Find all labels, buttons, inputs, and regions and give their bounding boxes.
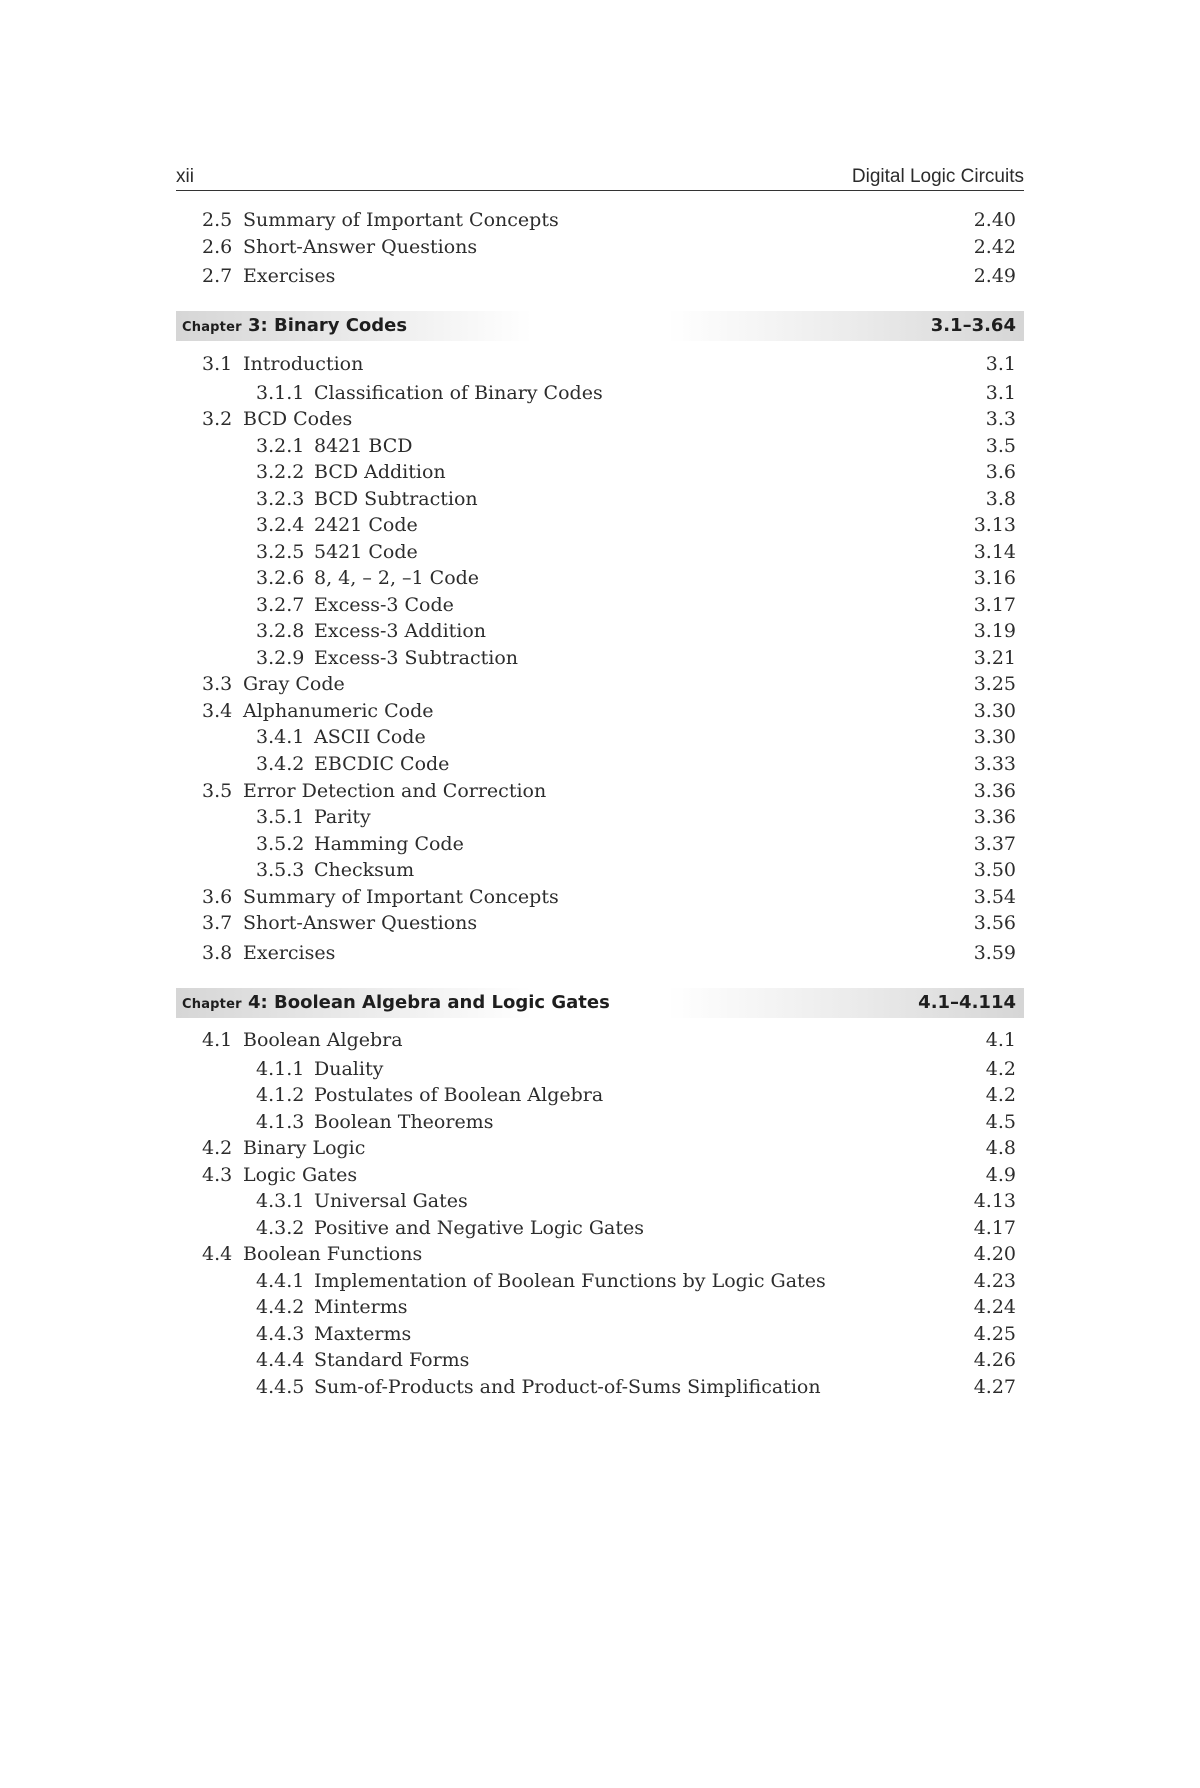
entry-page: 3.33 [973, 753, 1016, 775]
entry-number: 3.4.1 [256, 726, 305, 748]
entry-page: 3.19 [973, 620, 1016, 642]
entry-page: 4.24 [973, 1296, 1016, 1318]
entry-title: Classification of Binary Codes [314, 382, 603, 404]
entry-number: 3.7 [202, 912, 233, 934]
entry-page: 3.50 [973, 859, 1016, 881]
entry-number: 4.4.5 [256, 1376, 305, 1398]
entry-number: 3.5 [202, 780, 233, 802]
toc-entry[interactable] [176, 263, 1024, 289]
entry-number: 3.2.6 [256, 567, 305, 589]
entry-number: 2.7 [202, 265, 233, 287]
chapter-heading-4[interactable] [176, 988, 1024, 1018]
entry-title: EBCDIC Code [314, 753, 450, 775]
entry-page: 3.36 [973, 806, 1016, 828]
chapter-title [182, 311, 407, 343]
toc-entry[interactable] [176, 857, 1024, 883]
book-title: Digital Logic Circuits [851, 166, 1024, 187]
entry-title: Postulates of Boolean Algebra [314, 1084, 604, 1106]
entry-title: Boolean Algebra [243, 1029, 403, 1051]
entry-page: 3.56 [973, 912, 1016, 934]
toc-entry[interactable] [176, 910, 1024, 936]
entry-title: Duality [314, 1058, 384, 1080]
entry-title: Exercises [243, 942, 336, 964]
entry-number: 4.1 [202, 1029, 233, 1051]
entry-number: 3.5.1 [256, 806, 305, 828]
entry-number: 4.2 [202, 1137, 233, 1159]
toc-entry[interactable] [176, 1188, 1024, 1214]
entry-title: Summary of Important Concepts [243, 886, 559, 908]
entry-title: Hamming Code [314, 833, 464, 855]
entry-title: 8, 4, – 2, –1 Code [314, 567, 480, 589]
entry-page: 3.54 [973, 886, 1016, 908]
entry-page: 4.20 [973, 1243, 1016, 1265]
toc-entry[interactable] [176, 1268, 1024, 1294]
chapter-page-range: 4.1–4.114 [918, 992, 1016, 1013]
entry-page: 2.49 [973, 265, 1016, 287]
toc-entry[interactable] [176, 884, 1024, 910]
toc-entry[interactable] [176, 1347, 1024, 1373]
toc-entry[interactable] [176, 1027, 1024, 1053]
entry-number: 3.2.3 [256, 488, 305, 510]
toc-entry[interactable] [176, 1135, 1024, 1161]
entry-number: 3.4.2 [256, 753, 305, 775]
entry-page: 4.9 [985, 1164, 1016, 1186]
entry-title: Sum-of-Products and Product-of-Sums Simplification [314, 1376, 821, 1398]
chapter-title [182, 988, 610, 1020]
entry-page: 3.14 [973, 541, 1016, 563]
entry-title: BCD Subtraction [314, 488, 478, 510]
chapter-label: 4: Boolean Algebra and Logic Gates [248, 992, 610, 1013]
entry-number: 3.2.4 [256, 514, 305, 536]
entry-number: 4.3.1 [256, 1190, 305, 1212]
toc-entry[interactable] [176, 645, 1024, 671]
entry-page: 4.27 [973, 1376, 1016, 1398]
entry-page: 4.13 [973, 1190, 1016, 1212]
entry-title: Universal Gates [314, 1190, 468, 1212]
entry-page: 3.30 [973, 700, 1016, 722]
toc-entry[interactable] [176, 940, 1024, 966]
entry-number: 4.1.3 [256, 1111, 305, 1133]
entry-page: 3.37 [973, 833, 1016, 855]
entry-number: 3.8 [202, 942, 233, 964]
entry-page: 4.5 [985, 1111, 1016, 1133]
entry-title: Excess-3 Addition [314, 620, 487, 642]
entry-title: 5421 Code [314, 541, 418, 563]
entry-number: 3.2.1 [256, 435, 305, 457]
toc-entry[interactable] [176, 592, 1024, 618]
toc-entry[interactable] [176, 406, 1024, 432]
toc-entry[interactable] [176, 751, 1024, 777]
entry-number: 4.3 [202, 1164, 233, 1186]
entry-page: 4.8 [985, 1137, 1016, 1159]
toc-entry[interactable] [176, 724, 1024, 750]
toc-entry[interactable] [176, 698, 1024, 724]
entry-page: 3.1 [985, 353, 1016, 375]
toc-entry[interactable] [176, 380, 1024, 406]
entry-page: 3.1 [985, 382, 1016, 404]
entry-page: 4.23 [973, 1270, 1016, 1292]
toc-entry[interactable] [176, 433, 1024, 459]
entry-number: 3.6 [202, 886, 233, 908]
toc-entry[interactable] [176, 1109, 1024, 1135]
entry-title: Logic Gates [243, 1164, 358, 1186]
toc-entry[interactable] [176, 539, 1024, 565]
running-header [176, 164, 1024, 191]
entry-page: 4.1 [985, 1029, 1016, 1051]
toc-entry[interactable] [176, 512, 1024, 538]
toc-entry[interactable] [176, 804, 1024, 830]
entry-title: Excess-3 Code [314, 594, 454, 616]
chapter-page-range: 3.1–3.64 [930, 315, 1016, 336]
toc-entry[interactable] [176, 486, 1024, 512]
toc-entry[interactable] [176, 234, 1024, 260]
entry-title: ASCII Code [314, 726, 426, 748]
toc-entry[interactable] [176, 618, 1024, 644]
entry-page: 4.17 [973, 1217, 1016, 1239]
toc-entry[interactable] [176, 207, 1024, 233]
toc-entry[interactable] [176, 1215, 1024, 1241]
entry-title: Binary Logic [243, 1137, 366, 1159]
toc-entry[interactable] [176, 351, 1024, 377]
entry-number: 3.2.2 [256, 461, 305, 483]
entry-number: 4.4.1 [256, 1270, 305, 1292]
toc-entry[interactable] [176, 1162, 1024, 1188]
entry-page: 3.8 [985, 488, 1016, 510]
entry-number: 3.2.5 [256, 541, 305, 563]
entry-number: 3.1.1 [256, 382, 305, 404]
entry-page: 2.42 [973, 236, 1016, 258]
entry-number: 3.2.7 [256, 594, 305, 616]
toc-entry[interactable] [176, 831, 1024, 857]
toc-entry[interactable] [176, 778, 1024, 804]
entry-number: 3.1 [202, 353, 233, 375]
toc-entry[interactable] [176, 1241, 1024, 1267]
toc-entry[interactable] [176, 1374, 1024, 1400]
entry-number: 4.4 [202, 1243, 233, 1265]
entry-title: Exercises [243, 265, 336, 287]
entry-title: BCD Codes [243, 408, 353, 430]
page-number: xii [176, 166, 194, 187]
entry-title: Parity [314, 806, 371, 828]
entry-page: 3.36 [973, 780, 1016, 802]
toc-entry[interactable] [176, 1294, 1024, 1320]
entry-title: Alphanumeric Code [243, 700, 434, 722]
entry-page: 3.16 [973, 567, 1016, 589]
entry-title: 2421 Code [314, 514, 418, 536]
entry-page: 3.17 [973, 594, 1016, 616]
toc-entry[interactable] [176, 565, 1024, 591]
entry-page: 3.6 [985, 461, 1016, 483]
entry-title: Short-Answer Questions [243, 236, 478, 258]
entry-title: 8421 BCD [314, 435, 413, 457]
entry-page: 4.2 [985, 1084, 1016, 1106]
entry-title: Excess-3 Subtraction [314, 647, 519, 669]
chapter-word: Chapter [182, 320, 242, 335]
entry-page: 2.40 [973, 209, 1016, 231]
entry-title: Implementation of Boolean Functions by Logic Gates [314, 1270, 826, 1292]
entry-page: 4.25 [973, 1323, 1016, 1345]
entry-page: 3.13 [973, 514, 1016, 536]
entry-title: Checksum [314, 859, 415, 881]
entry-page: 4.26 [973, 1349, 1016, 1371]
entry-page: 3.25 [973, 673, 1016, 695]
entry-number: 4.1.2 [256, 1084, 305, 1106]
entry-title: Error Detection and Correction [243, 780, 547, 802]
chapter-heading-3[interactable] [176, 311, 1024, 341]
entry-number: 4.3.2 [256, 1217, 305, 1239]
entry-title: Summary of Important Concepts [243, 209, 559, 231]
entry-number: 2.5 [202, 209, 233, 231]
entry-number: 3.5.3 [256, 859, 305, 881]
entry-title: Positive and Negative Logic Gates [314, 1217, 644, 1239]
entry-title: Introduction [243, 353, 364, 375]
toc-entry[interactable] [176, 1056, 1024, 1082]
entry-number: 4.1.1 [256, 1058, 305, 1080]
toc-entry[interactable] [176, 671, 1024, 697]
entry-number: 3.2.8 [256, 620, 305, 642]
entry-page: 4.2 [985, 1058, 1016, 1080]
toc-entry[interactable] [176, 459, 1024, 485]
entry-page: 3.30 [973, 726, 1016, 748]
entry-title: Standard Forms [314, 1349, 470, 1371]
entry-number: 4.4.2 [256, 1296, 305, 1318]
entry-title: Boolean Functions [243, 1243, 423, 1265]
entry-title: Gray Code [243, 673, 345, 695]
entry-title: BCD Addition [314, 461, 446, 483]
entry-title: Minterms [314, 1296, 408, 1318]
entry-number: 3.2.9 [256, 647, 305, 669]
entry-page: 3.5 [985, 435, 1016, 457]
entry-title: Maxterms [314, 1323, 412, 1345]
entry-page: 3.21 [973, 647, 1016, 669]
toc-entry[interactable] [176, 1321, 1024, 1347]
entry-number: 3.3 [202, 673, 233, 695]
entry-title: Boolean Theorems [314, 1111, 494, 1133]
chapter-label: 3: Binary Codes [248, 315, 408, 336]
entry-number: 4.4.3 [256, 1323, 305, 1345]
entry-page: 3.59 [973, 942, 1016, 964]
entry-number: 3.4 [202, 700, 233, 722]
entry-number: 3.5.2 [256, 833, 305, 855]
entry-number: 3.2 [202, 408, 233, 430]
entry-number: 4.4.4 [256, 1349, 305, 1371]
chapter-word: Chapter [182, 997, 242, 1012]
toc-entry[interactable] [176, 1082, 1024, 1108]
entry-number: 2.6 [202, 236, 233, 258]
entry-page: 3.3 [985, 408, 1016, 430]
entry-title: Short-Answer Questions [243, 912, 478, 934]
